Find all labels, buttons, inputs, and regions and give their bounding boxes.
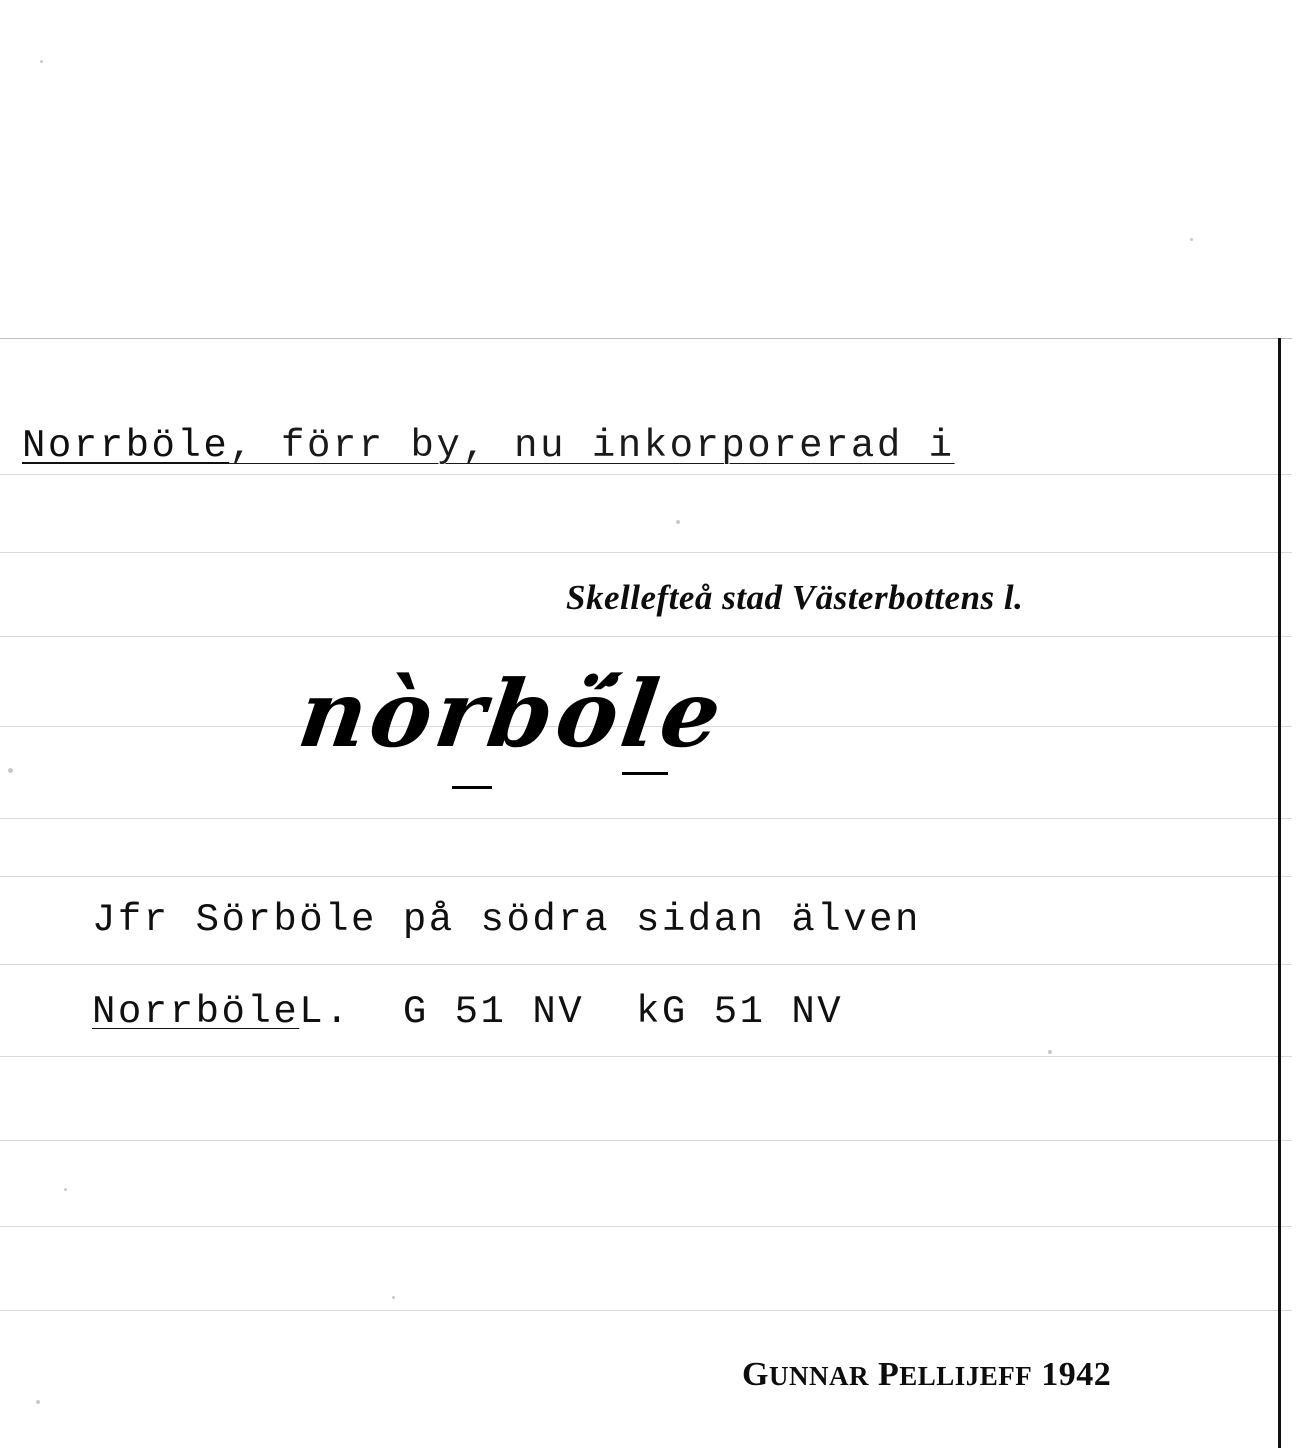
signature [742, 1356, 1111, 1394]
scan-speck [1048, 1050, 1052, 1054]
card-rule [0, 1226, 1292, 1227]
reference-codes: L. G 51 NV kG 51 NV [299, 990, 844, 1034]
card-rule [0, 964, 1292, 965]
card-rule [0, 1056, 1292, 1057]
scan-speck [676, 520, 680, 524]
card-rule [0, 338, 1292, 339]
reference-line [92, 990, 843, 1034]
card-rule [0, 1310, 1292, 1311]
headword-description: , förr by, nu inkorporerad i [229, 424, 955, 468]
signature-initial-g: G [742, 1356, 769, 1393]
scan-speck [64, 1188, 67, 1191]
headword: Norrböle [22, 424, 230, 468]
signature-firstname: UNNAR [768, 1361, 869, 1391]
scan-speck [8, 768, 13, 773]
scan-speck [392, 1296, 395, 1299]
signature-lastname: ELLIJEFF [899, 1361, 1033, 1391]
scan-speck [40, 60, 43, 63]
signature-year: 1942 [1041, 1356, 1112, 1393]
cross-reference-note: Jfr Sörböle på södra sidan älven [92, 898, 921, 942]
scan-speck [1190, 238, 1193, 241]
signature-initial-p: P [877, 1356, 900, 1393]
card-right-edge [1278, 338, 1281, 1448]
phonetic-transcription: nòrbö́le [292, 660, 732, 768]
card-rule [0, 636, 1292, 637]
card-rule [0, 818, 1292, 819]
scan-speck [36, 1400, 40, 1404]
headword-line [22, 424, 955, 468]
phonetic-underline-mark [622, 772, 668, 775]
card-rule [0, 1140, 1292, 1141]
phonetic-underline-mark [452, 786, 492, 789]
card-rule [0, 474, 1292, 475]
card-rule [0, 552, 1292, 553]
card-rule [0, 876, 1292, 877]
reference-name: Norrböle [92, 990, 300, 1034]
parish-county-line: Skellefteå stad Västerbottens l. [566, 578, 1024, 617]
